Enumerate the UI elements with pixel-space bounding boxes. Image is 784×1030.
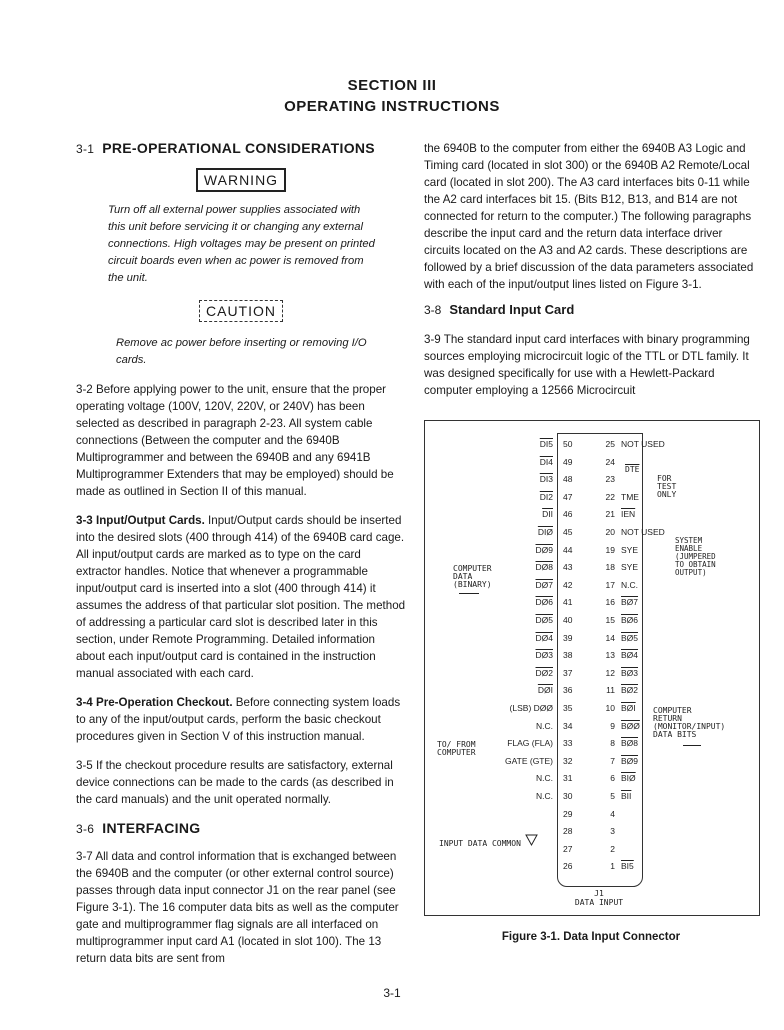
paragraph-continued: the 6940B to the computer from either the 6940B A3 Logic and Timing card (located in slot 300) or the 6940B A2 Remote/Local card (located in slot 200). The A3 card interfaces bits 0-11 while the A2 card interfaces bit 15. (Bits B12, B13, and B14 are not connected for return to the computer.) The following paragraphs describe the input card and the return data interface driver circuits located on the A3 and A2 cards. These descriptions are followed by a brief discussion of the data parameters associated with each of the input/output lines listed on Figure 3-1. <box>424 142 754 291</box>
right-pin-number: 7 <box>610 755 615 766</box>
left-pin-signal: DI3 <box>539 474 553 485</box>
page-number: 3-1 <box>383 986 401 1000</box>
system-enable-label: SYSTEM ENABLE (JUMPERED TO OBTAIN OUTPUT) <box>675 536 716 577</box>
left-pin-number: 46 <box>563 509 573 520</box>
left-pin-number: 44 <box>563 544 573 555</box>
left-pin-signal: DI5 <box>539 439 553 449</box>
left-pin-signal: DØ7 <box>535 579 553 590</box>
right-pin-signal: $\overline{BØØ}$ <box>621 720 640 731</box>
right-pin-signal: $\overline{IEN}$ <box>621 509 636 520</box>
left-pin-signal: DØ8 <box>535 562 553 573</box>
right-pin-signal: BØ9 <box>621 755 639 766</box>
right-pin-signal: BØ3 <box>621 667 639 678</box>
right-pin-signal: BI5 <box>621 861 634 872</box>
left-pin-signal: $\overline{DIØ}$ <box>537 527 553 537</box>
left-pin-signal: GATE (GTE) <box>504 755 553 766</box>
right-pin-number: 15 <box>605 615 615 625</box>
left-pin-number: 35 <box>563 703 573 713</box>
left-pin-number: 40 <box>563 615 573 625</box>
right-column <box>424 140 758 399</box>
left-pin-signal: $\overline{DII}$ <box>542 509 553 520</box>
figure-frame <box>424 420 760 916</box>
right-pin-signal: BØ8 <box>621 738 639 749</box>
right-pin-number: 14 <box>605 632 615 643</box>
right-pin-number: 21 <box>605 509 615 520</box>
left-pin-number: 33 <box>563 738 573 749</box>
paragraph-3-3: 3-3 Input/Output Cards. Input/Output cards should be inserted into the desired slots (400 through 414) of the 6940B card cage. All input/output cards are marked as to type on the card extractor handles. Notice that whenever a programmable input/output card is inserted into a slot (400 through 414) it assumes the address of that particular slot position. The method of addressing a particular card slot is described later in this section, under Remote Programming. Detailed information about each input/output card is contained in the instruction manual associated with each card. <box>76 514 406 680</box>
right-pin-number: 16 <box>605 597 615 608</box>
left-pin-signal: DØ6 <box>535 597 553 608</box>
section-subtitle: OPERATING INSTRUCTIONS <box>284 98 500 115</box>
right-pin-number: 8 <box>610 738 615 749</box>
left-pin-number: 49 <box>563 456 573 467</box>
left-pin-signal: N.C. <box>536 720 553 731</box>
left-pin-signal: DØ9 <box>535 544 553 555</box>
left-pin-number: 39 <box>563 632 573 643</box>
left-pin-number: 47 <box>563 491 573 502</box>
right-pin-number: 19 <box>605 544 615 555</box>
left-column <box>76 140 406 967</box>
to-from-computer-label: TO/ FROM COMPUTER <box>437 740 476 757</box>
computer-return-label: COMPUTER RETURN (MONITOR/INPUT) DATA BITS <box>653 706 726 739</box>
connector-label: J1 DATA INPUT <box>574 889 624 907</box>
left-pin-signal: DØ4 <box>535 632 553 643</box>
right-pin-number: 17 <box>605 579 615 590</box>
left-pin-number: 28 <box>563 826 573 837</box>
right-pin-number: 24 <box>605 456 615 467</box>
right-pin-number: 1 <box>610 861 615 872</box>
left-pin-signal: (LSB) DØØ <box>509 703 553 713</box>
right-pin-signal: $\overline{BIØ}$ <box>621 773 636 784</box>
left-pin-signal: N.C. <box>536 773 553 784</box>
warning-text: Turn off all external power supplies associated with this unit before servicing it or changing any external connections. High voltages may be present on printed circuit boards even when ac power is removed from the unit. <box>108 204 375 284</box>
right-pin-number: 11 <box>606 685 615 696</box>
left-pin-number: 32 <box>563 755 573 766</box>
left-pin-number: 34 <box>563 720 573 731</box>
left-pin-number: 41 <box>563 597 573 608</box>
right-pin-signal: TME <box>621 491 639 502</box>
for-test-label: FOR TEST ONLY <box>657 474 677 499</box>
dte-label: $\overline{DTE}$ <box>625 465 640 474</box>
left-pin-number: 38 <box>563 650 573 661</box>
warning-label: WARNING <box>196 168 286 192</box>
right-pin-number: 4 <box>610 808 615 819</box>
right-pin-number: 2 <box>610 843 615 854</box>
left-pin-number: 36 <box>563 685 573 696</box>
heading-3-6: 3-6 INTERFACING <box>76 820 201 836</box>
left-pin-signal: DØ3 <box>535 650 553 661</box>
input-common-label: INPUT DATA COMMON <box>439 839 521 848</box>
right-pin-number: 22 <box>605 491 615 502</box>
caution-text: Remove ac power before inserting or removing I/O cards. <box>116 337 367 366</box>
data-arrow-icon <box>459 593 479 594</box>
left-pin-number: 29 <box>563 808 573 819</box>
heading-3-8: 3-8 Standard Input Card <box>424 302 575 317</box>
left-pin-number: 43 <box>563 562 573 573</box>
left-pin-number: 37 <box>563 667 573 678</box>
paragraph-3-4: 3-4 Pre-Operation Checkout. Before connecting system loads to any of the input/output cards, perform the basic checkout procedures given in Section V of this instruction manual. <box>76 696 401 743</box>
computer-data-label: COMPUTER DATA (BINARY) <box>453 564 492 589</box>
left-pin-signal: DI4 <box>539 456 553 467</box>
right-pin-signal: BØ2 <box>621 685 639 696</box>
right-pin-number: 6 <box>610 773 615 784</box>
left-pin-number: 48 <box>563 474 573 485</box>
left-pin-number: 50 <box>563 439 573 449</box>
paragraph-3-9: 3-9 The standard input card interfaces with binary programming sources employing microcircuit logic of the TTL or DTL family. It was designed specifically for use with a Hewlett-Packard computer employing a 12566 Microcircuit <box>424 333 750 397</box>
right-pin-signal: BØ7 <box>621 597 639 608</box>
left-pin-signal: N.C. <box>536 791 553 801</box>
left-pin-number: 45 <box>563 527 573 537</box>
left-pin-signal: $\overline{DØI}$ <box>537 685 553 696</box>
right-pin-signal: $\overline{BØI}$ <box>621 703 636 713</box>
paragraph-3-5: 3-5 If the checkout procedure results are satisfactory, external device connections can be made to the cards (as described in the card manuals) and the unit operated normally. <box>76 759 394 806</box>
right-pin-signal: SYE <box>621 544 639 555</box>
return-arrow-icon <box>683 745 701 746</box>
right-pin-signal: BØ4 <box>621 650 639 661</box>
right-pin-signal: SYE <box>621 562 639 573</box>
right-pin-number: 13 <box>605 650 615 661</box>
right-pin-number: 23 <box>605 474 615 485</box>
ground-icon <box>525 833 539 847</box>
figure-caption: Figure 3-1. Data Input Connector <box>501 931 681 943</box>
left-pin-signal: FLAG (FLA) <box>507 738 553 749</box>
right-pin-number: 18 <box>605 562 615 573</box>
left-pin-number: 26 <box>563 861 573 872</box>
left-pin-signal: DØ5 <box>535 615 553 625</box>
right-pin-signal: BØ5 <box>621 632 639 643</box>
right-pin-number: 12 <box>605 667 615 678</box>
right-pin-signal: NOT USED <box>621 527 665 537</box>
right-pin-number: 9 <box>610 720 615 731</box>
right-pin-number: 3 <box>610 826 615 837</box>
right-pin-number: 20 <box>605 527 615 537</box>
right-pin-number: 25 <box>605 439 615 449</box>
caution-label: CAUTION <box>199 300 283 322</box>
right-pin-signal: $\overline{BII}$ <box>621 791 632 801</box>
right-pin-number: 10 <box>605 703 615 713</box>
left-pin-number: 31 <box>563 773 573 784</box>
paragraph-3-2: 3-2 Before applying power to the unit, ensure that the proper operating voltage (100V, 120V, 220V, or 240V) has been selected as described in paragraph 2-23. All system cable connections (Between the computer and the 6940B Multiprogrammer and between the 6940B and any 6941B Multiprogrammer Extenders that may be employed) should be made as outlined in Section II of this manual. <box>76 383 394 498</box>
heading-3-1: 3-1 PRE-OPERATIONAL CONSIDERATIONS <box>76 140 375 156</box>
paragraph-3-7: 3-7 All data and control information that is exchanged between the 6940B and the computer (or other external control source) passes through data input connector J1 on the rear panel (see Figure 3-1). The 16 computer data bits as well as the computer gate and multiprogrammer flag signals are all interfaced on multiprogrammer input card A1 (located in slot 100). The 13 return data bits are sent from <box>76 850 399 965</box>
section-title: SECTION III <box>347 77 437 94</box>
left-pin-signal: DØ2 <box>535 667 553 678</box>
left-pin-number: 27 <box>563 843 573 854</box>
right-pin-signal: NOT USED <box>621 439 665 449</box>
right-pin-signal: N.C. <box>621 579 638 590</box>
left-pin-signal: DI2 <box>539 491 553 502</box>
left-pin-number: 42 <box>563 579 573 590</box>
right-pin-signal: BØ6 <box>621 615 639 625</box>
right-pin-number: 5 <box>610 791 615 801</box>
left-pin-number: 30 <box>563 791 573 801</box>
